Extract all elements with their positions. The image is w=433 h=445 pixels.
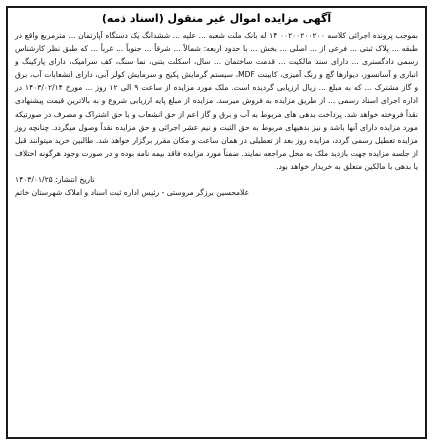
notice-body: بموجب پرونده اجرائی کلاسه ۰۰۲۰۰۲۰۰۲۰۰ ۱۴ له بانک ملت شعبه ... علیه ... ششدانگ یک دستگاه آپارتمان ... مترمربع واقع در طبقه ... پلاک ثبتی ... فرعی از ... اصلی ... بخش ... با حدود اربعه: شمالاً ... شرقاً ... جنوباً ... غرباً ... که طبق نظر کارشناس رسمی دادگستری ... دارای سند مالکیت ... قدمت ساختمان ... سال، اسکلت بتنی، نما سنگ، کف سرامیک، دارای پارکینگ و انباری و آسانسور، دیوارها گچ و رنگ آمیزی، کابینت MDF، سیستم گرمایش پکیج و سرمایش کولر آبی، دارای انشعابات آب، برق و گاز مشترک ... که به مبلغ ... ریال ارزیابی گردیده است. ملک مورد مزایده از ساعت ۹ الی ۱۲ روز ... مورخ ۱۴۰۳/۰۲/۱۴ در اداره اجرای اسناد رسمی ... از طریق مزایده به فروش میرسد. مزایده از مبلغ پایه ارزیابی شروع و به بالاترین قیمت پیشنهادی نقداً فروخته خواهد شد. پرداخت بدهی های مربوط به آب و برق و گاز اعم از حق انشعاب و یا حق اشتراک و مصرف در صورتیکه مورد مزایده دارای آنها باشد و نیز بدهیهای مربوط به حق الثبت و نیم عشر اجرائی و حق مزایده نقداً وصول میگردد. چنانچه روز مزایده تعطیل رسمی گردد، مزایده روز بعد از تعطیلی در همان ساعت و مکان مقرر برگزار خواهد شد. طالبین خرید میتوانند قبل از جلسه مزایده جهت بازدید ملک به محل مراجعه نمایند. ضمناً مورد مزایده فاقد بیمه نامه بوده و در صورت وجود هرگونه اختلاف یا بدهی با مالکین متعلق به خریدار خواهد بود. <box>15 31 419 171</box>
notice-signature: غلامحسین برزگر مروستی - رئیس اداره ثبت اسناد و املاک شهرستان خاتم <box>15 188 249 198</box>
notice-date: تاریخ انتشار: ۱۴۰۳/۰۱/۲۵ <box>15 175 95 185</box>
auction-notice <box>6 6 427 439</box>
notice-title: آگهی مزایده اموال غیر منقول (اسناد ذمه) <box>101 12 332 25</box>
